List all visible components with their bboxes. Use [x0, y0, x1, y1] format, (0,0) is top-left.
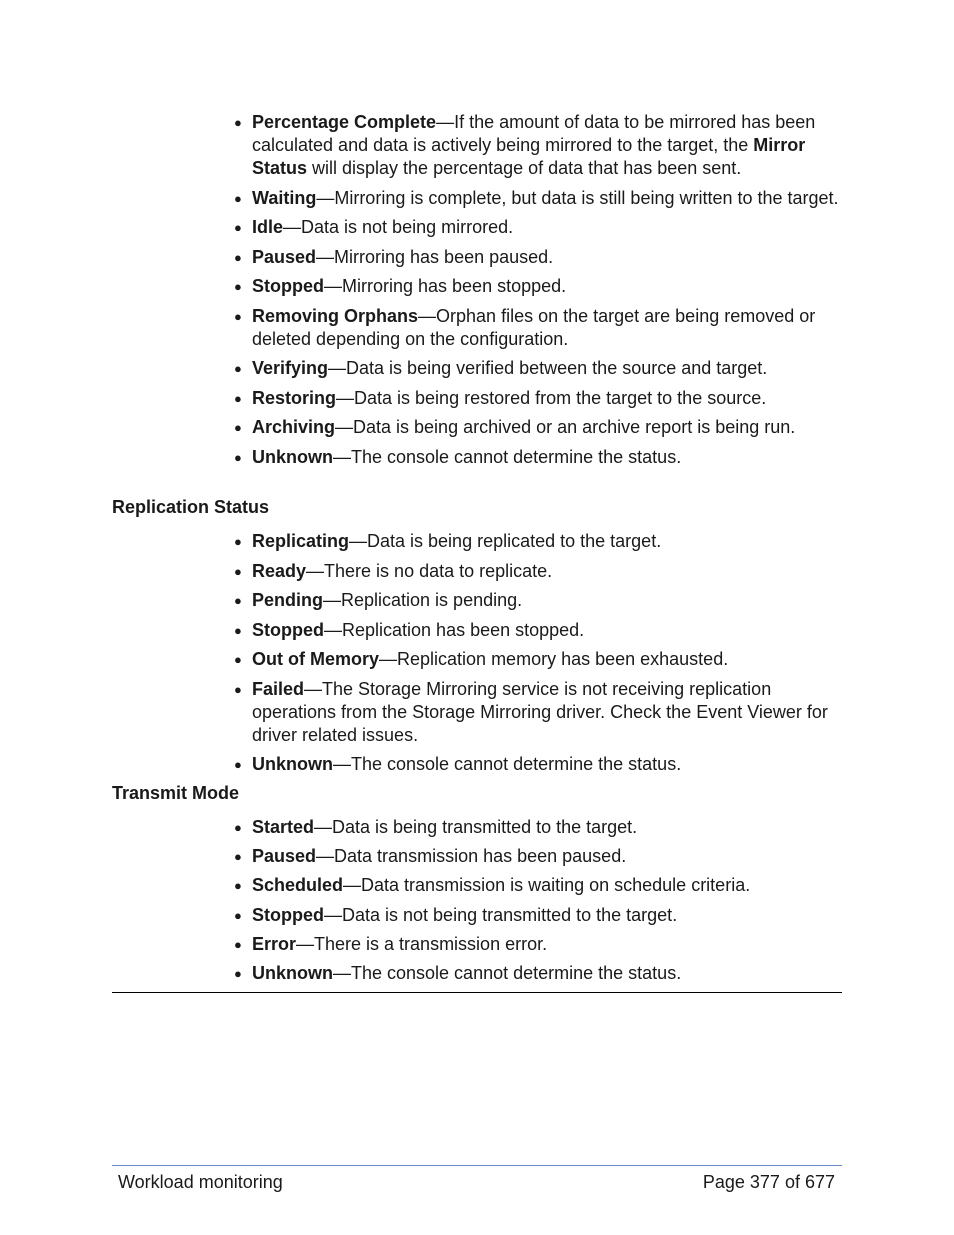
bullet-icon: ●: [234, 308, 242, 324]
list-item-description: —Data transmission is waiting on schedule criteria.: [343, 875, 751, 896]
footer-rule: [112, 1165, 842, 1166]
list-item-description: —Data is not being mirrored.: [283, 217, 514, 237]
list-item: [231, 874, 843, 897]
list-item-term: Archiving: [252, 417, 336, 437]
list-item-term: Paused: [252, 246, 317, 267]
list-item: [231, 904, 843, 927]
list-item: [231, 589, 843, 612]
bullet-icon: ●: [234, 936, 242, 952]
list-item: [231, 305, 843, 351]
list-item-term: Idle: [252, 217, 284, 237]
list-item-description: —If the amount of data to be mirrored has been calculated and data is actively being mirrored to the target, the: [252, 112, 816, 155]
list-item: [231, 275, 843, 298]
list-item: [231, 446, 843, 469]
list-item-term: Waiting: [252, 187, 317, 208]
footer-chapter-title: Workload monitoring: [118, 1172, 283, 1192]
footer-page-number: Page 377 of 677: [702, 1172, 835, 1192]
list-item-description: —The Storage Mirroring service is not receiving replication operations from the Storage Mirroring driver. Check the Event Viewer for driver related issues.: [252, 678, 828, 745]
list-item-term: Removing Orphans: [252, 305, 419, 326]
list-item: [231, 845, 843, 868]
list-item: [231, 246, 843, 269]
bullet-icon: ●: [234, 279, 242, 294]
bullet-icon: ●: [234, 361, 242, 376]
list-item-term: Paused: [252, 846, 317, 867]
list-item: [231, 933, 843, 956]
bullet-icon: ●: [234, 449, 242, 465]
list-item-term: Ready: [252, 560, 307, 581]
list-item-description: —Data is being archived or an archive report is being run.: [335, 417, 796, 437]
bullet-icon: ●: [234, 390, 242, 406]
list-item-term-inline: Mirror Status: [252, 135, 806, 178]
transmit-mode-heading: Transmit Mode: [112, 783, 240, 803]
list-item-term: Scheduled: [252, 875, 344, 896]
list-item-description: —Data is being replicated to the target.: [349, 531, 662, 551]
list-item-description: —Data is being verified between the source and target.: [328, 358, 768, 378]
bullet-icon: ●: [234, 907, 242, 923]
list-item-term: Restoring: [252, 387, 337, 408]
list-item-description: —Data transmission has been paused.: [316, 846, 627, 867]
bullet-icon: ●: [234, 820, 242, 835]
bullet-icon: ●: [234, 593, 242, 608]
list-item-description: —Orphan files on the target are being removed or deleted depending on the configuration.: [252, 305, 816, 349]
list-item-description: —Mirroring is complete, but data is still being written to the target.: [316, 187, 839, 208]
bullet-icon: ●: [234, 220, 242, 235]
list-item-description: —Data is being transmitted to the target.: [314, 817, 638, 837]
list-item: [231, 111, 843, 180]
bullet-icon: ●: [234, 420, 242, 435]
bullet-icon: ●: [234, 622, 242, 638]
list-item-description: —Mirroring has been stopped.: [324, 276, 567, 296]
list-item: [231, 560, 843, 583]
list-item: [231, 678, 843, 747]
list-item: [231, 530, 843, 553]
list-item-term: Out of Memory: [252, 649, 380, 669]
bullet-icon: ●: [234, 190, 242, 206]
list-item: [231, 187, 843, 210]
list-item-term: Unknown: [252, 962, 333, 983]
transmit-mode-list: [231, 816, 843, 985]
list-item-description: —Data is being restored from the target to the source.: [336, 387, 767, 408]
list-item-description: —There is a transmission error.: [296, 933, 548, 954]
bullet-icon: ●: [234, 249, 242, 265]
list-item-term: Error: [252, 933, 297, 954]
list-item-description: —Replication is pending.: [323, 590, 523, 610]
list-item-term: Unknown: [252, 446, 333, 467]
list-item-description-tail: will display the percentage of data that has been sent.: [307, 158, 742, 178]
list-item-term: Stopped: [252, 619, 324, 640]
list-item: [231, 416, 843, 439]
bullet-icon: ●: [234, 849, 242, 865]
list-item-description: —The console cannot determine the status.: [333, 754, 682, 774]
list-item: [231, 619, 843, 642]
list-item-term: Percentage Complete: [252, 112, 437, 132]
section-end-rule: [112, 992, 842, 993]
bullet-icon: ●: [234, 965, 242, 981]
list-item: [231, 816, 843, 839]
list-item-description: —There is no data to replicate.: [306, 560, 553, 581]
list-item: [231, 753, 843, 776]
bullet-icon: ●: [234, 563, 242, 579]
bullet-icon: ●: [234, 652, 242, 667]
list-item-term: Failed: [252, 678, 305, 699]
list-item: [231, 962, 843, 985]
replication-status-heading: Replication Status: [112, 497, 270, 517]
list-item-description: —Data is not being transmitted to the target.: [324, 904, 678, 925]
list-item-term: Replicating: [252, 531, 350, 551]
list-item-description: —Replication has been stopped.: [324, 619, 585, 640]
mirror-status-list: [231, 111, 843, 469]
list-item: [231, 387, 843, 410]
list-item-term: Pending: [252, 590, 323, 610]
bullet-icon: ●: [234, 757, 242, 772]
bullet-icon: ●: [234, 681, 242, 697]
list-item-term: Verifying: [252, 358, 329, 378]
list-item-term: Started: [252, 817, 315, 837]
list-item-description: —Replication memory has been exhausted.: [379, 649, 729, 669]
list-item: [231, 648, 843, 671]
bullet-icon: ●: [234, 878, 242, 894]
list-item-term: Stopped: [252, 276, 324, 296]
list-item-description: —The console cannot determine the status.: [333, 446, 682, 467]
list-item: [231, 357, 843, 380]
list-item-description: —The console cannot determine the status.: [333, 962, 682, 983]
bullet-icon: ●: [234, 534, 242, 549]
list-item: [231, 216, 843, 239]
list-item-term: Unknown: [252, 754, 333, 774]
replication-status-list: [231, 530, 843, 776]
bullet-icon: ●: [234, 115, 242, 130]
list-item-term: Stopped: [252, 904, 324, 925]
list-item-description: —Mirroring has been paused.: [316, 246, 554, 267]
